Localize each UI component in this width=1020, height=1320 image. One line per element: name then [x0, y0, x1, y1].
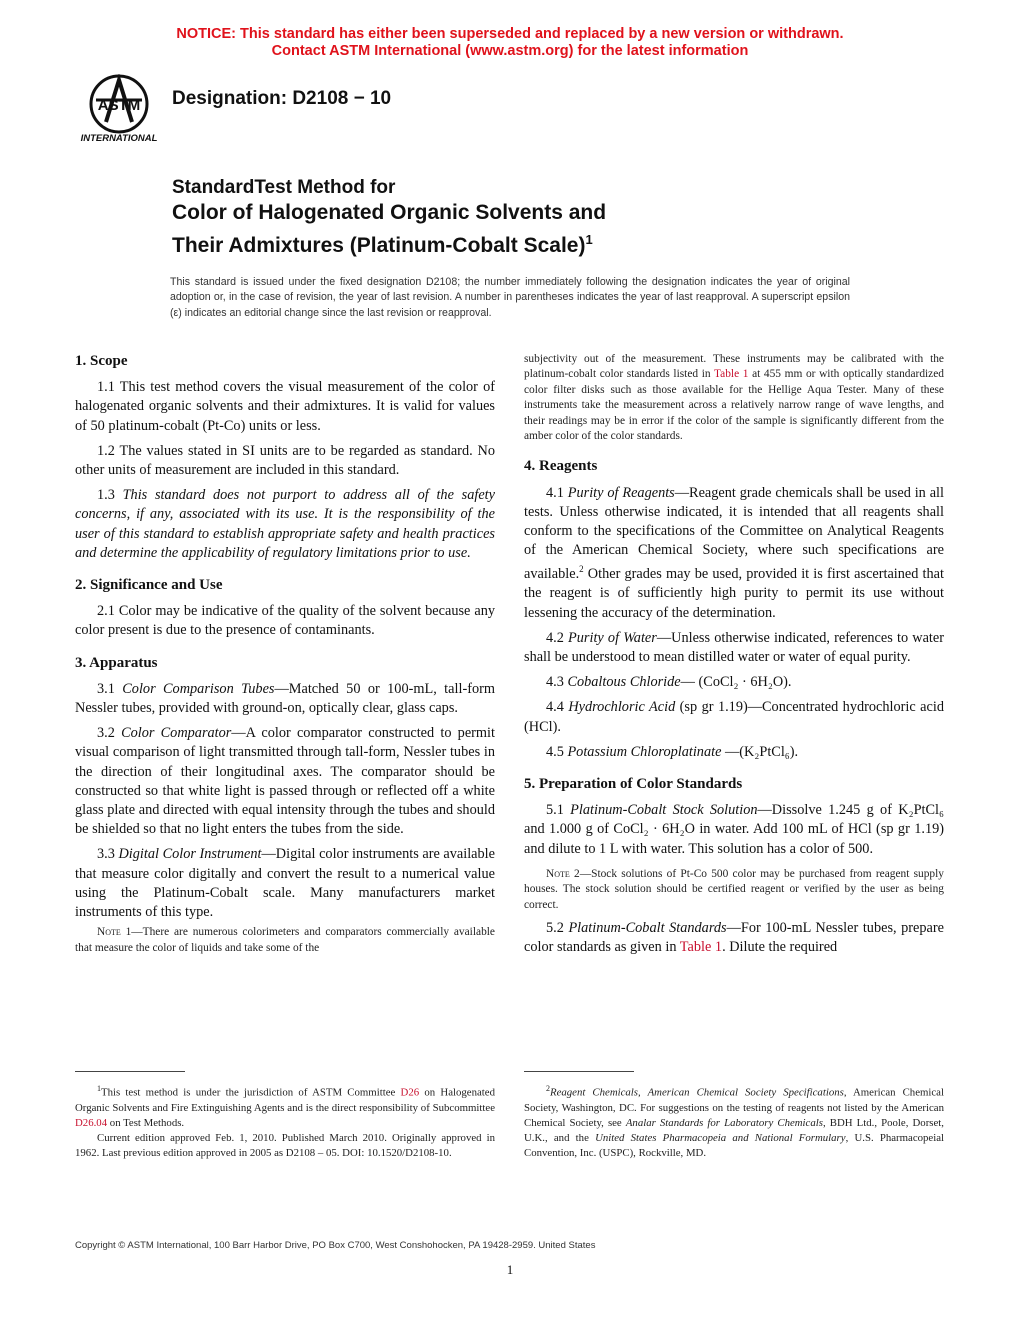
note-2 [524, 867, 944, 913]
title-line-3 [172, 226, 593, 259]
para-4-4-term: Hydrochloric Acid [568, 699, 676, 716]
section-5-heading: 5. Preparation of Color Standards [524, 776, 743, 793]
copyright-line: Copyright © ASTM International, 100 Barr Harbor Drive, PO Box C700, West Conshohocken, PA 19428-2959. United States [75, 1240, 596, 1251]
section-3-heading: 3. Apparatus [75, 654, 158, 671]
footnote-2-italic-3: United States Pharmacopeia and National Formulary [595, 1132, 846, 1145]
para-4-3 [524, 673, 944, 692]
note-1-continued [524, 352, 944, 444]
footnote-1-text-c: on Test Methods. [107, 1117, 185, 1129]
para-5-2-num: 5.2 [546, 920, 569, 937]
footnote-rule-right [524, 1071, 634, 1072]
para-4-4-text: (sp gr 1.19)—Concentrated hydrochloric acid (HCl). [524, 699, 944, 735]
para-4-4 [524, 698, 944, 736]
para-4-1-text-a: —Reagent grade chemicals shall be used in all tests. Unless otherwise indicated, it is intended that all reagents shall conform to the specifications of the Committee on Analytical Reagents of the American Chemical Society, where such specifications are available. [524, 484, 944, 583]
para-3-3-term: Digital Color Instrument [118, 846, 262, 863]
para-2-1: 2.1 Color may be indicative of the quality of the solvent because any color present is due to the presence of contaminants. [75, 603, 495, 639]
para-5-1-num: 5.1 [546, 802, 571, 819]
para-3-2-text: —A color comparator constructed to permit visual comparison of light transmitted through tall-form, Nessler tubes in the direction of their longitudinal axes. The comparator should be constructed so that white light is passed through or reflected off a white glass plate and directed with equal intensity through the tubes and should be shielded so that no light enters the tubes from the side. [75, 725, 495, 838]
para-3-2 [75, 724, 495, 839]
note-1-label: Note 1 [97, 926, 132, 939]
para-4-5-text: —(K₂PtCl₆). [721, 743, 799, 760]
title-line-1: StandardTest Method for [172, 177, 396, 198]
para-5-1-term: Platinum-Cobalt Stock Solution [570, 802, 758, 819]
footnote-1-text-b: on Halogenated Organic Solvents and Fire Extinguishing Agents and is the direct responsibility of Subcommittee [75, 1086, 495, 1114]
note-1-cont-b: at 455 mm or with optically standardized color filter disks such as those available for the Hellige Aqua Tester. Many of these instruments take the measurement across a relatively narrow range of wave lengths, and their readings may be in error if the color of the sample is significantly different from the amber color of the color standards. [524, 368, 944, 443]
para-5-1-text: —Dissolve 1.245 g of K₂PtCl₆ and 1.000 g of CoCl₂ · 6H₂O in water. Add 100 mL of HCl (sp gr 1.19) and dilute to 1 L with water. This solution has a color of 500. [524, 802, 944, 857]
footnote-1-mark: 1 [97, 1084, 101, 1093]
notice-line-2: Contact ASTM International (www.astm.org) for the latest information [271, 43, 749, 59]
footnote-1-text-a: This test method is under the jurisdiction of ASTM Committee [101, 1086, 401, 1099]
para-4-1-num: 4.1 [546, 484, 568, 501]
left-column [75, 352, 495, 956]
para-3-1 [75, 680, 495, 718]
para-4-2 [524, 629, 944, 667]
para-1-1: 1.1 This test method covers the visual measurement of the color of halogenated organic solvents and their admixtures. It is valid for values of 50 platinum-cobalt (Pt-Co) units or less. [75, 379, 495, 434]
para-4-2-num: 4.2 [546, 629, 569, 646]
para-5-2-text-b: . Dilute the required [722, 939, 838, 956]
astm-international-logo [76, 74, 162, 146]
para-4-3-term: Cobaltous Chloride [567, 674, 681, 691]
para-1-3-text: This standard does not purport to address all of the safety concerns, if any, associated with its use. It is the responsibility of the user of this standard to establish appropriate safety and health practices and determine the applicability of regulatory limitations prior to use. [75, 487, 495, 561]
footnote-2-text-a: , American Chemical Society, Washington, DC. For suggestions on the testing of reagents not listed by the American Chemical Society, see [524, 1086, 944, 1129]
para-3-1-text: —Matched 50 or 100-mL, tall-form Nessler tubes, provided with ground-on, optically clear, glass caps. [75, 680, 495, 717]
footnote-2-body [524, 1081, 944, 1162]
logo-mark-text: ASTM [97, 97, 141, 114]
para-3-1-term: Color Comparison Tubes [122, 680, 275, 697]
para-5-2-text-a: —For 100-mL Nessler tubes, prepare color standards as given in [524, 920, 944, 956]
para-4-5-term: Potassium Chloroplatinate [567, 743, 722, 760]
footnote-2-mark: 2 [546, 1084, 550, 1093]
title-footnote-mark: 1 [585, 232, 593, 247]
para-5-2 [524, 919, 944, 957]
para-3-3-num: 3.3 [97, 846, 119, 863]
footnote-2-text-b: , BDH Ltd., Poole, Dorset, U.K., and the [524, 1117, 944, 1145]
para-5-1 [524, 801, 944, 859]
issued-note: This standard is issued under the fixed designation D2108; the number immediately following the designation indicates the year of original adoption or, in the case of revision, the year of last revision. A number in parentheses indicates the year of last reapproval. A superscript epsilon (ε) indicates an editorial change since the last revision or reapproval. [170, 276, 850, 319]
astm-logo-icon [76, 74, 162, 146]
note-1 [75, 925, 495, 956]
para-4-5 [524, 743, 944, 762]
footnote-2 [524, 1081, 944, 1162]
note-1-cont-a: subjectivity out of the measurement. These instruments may be calibrated with the platinum-cobalt color standards listed in [524, 353, 944, 381]
para-4-3-text: — (CoCl₂ · 6H₂O). [680, 674, 792, 691]
footnote-2-italic-1: Reagent Chemicals, American Chemical Society Specifications [550, 1086, 844, 1099]
footnote-2-ref[interactable]: 2 [579, 564, 584, 575]
para-3-2-num: 3.2 [97, 725, 122, 742]
para-4-1-term: Purity of Reagents [567, 484, 675, 501]
para-4-4-num: 4.4 [546, 699, 569, 716]
title-line-3-text: Their Admixtures (Platinum-Cobalt Scale) [172, 234, 586, 257]
table-1-link[interactable]: Table 1 [714, 368, 749, 381]
para-1-3-num: 1.3 [97, 487, 123, 504]
section-4-heading: 4. Reagents [524, 458, 598, 475]
table-1-link-2[interactable]: Table 1 [679, 939, 723, 956]
para-4-1 [524, 484, 944, 623]
logo-word-text: INTERNATIONAL [80, 133, 158, 144]
footnote-2-text-c: , U.S. Pharmacopeial Convention, Inc. (USPC), Rockville, MD. [524, 1132, 945, 1160]
section-2-heading: 2. Significance and Use [75, 577, 223, 594]
notice-line-1: NOTICE: This standard has either been superseded and replaced by a new version or withdrawn. [176, 26, 844, 42]
para-5-2-term: Platinum-Cobalt Standards [568, 920, 727, 937]
para-3-3-text: —Digital color instruments are available that measure color digitally and convert the result to a numerical value using the Platinum-Cobalt scale. Many manufacturers market instruments of this type. [75, 846, 495, 921]
committee-d26-link[interactable]: D26 [400, 1086, 420, 1099]
para-4-2-term: Purity of Water [568, 629, 657, 646]
page-number: 1 [506, 1262, 514, 1277]
para-4-3-num: 4.3 [546, 674, 568, 691]
para-3-1-num: 3.1 [97, 680, 123, 697]
footnote-1-body [75, 1081, 495, 1131]
footnote-2-italic-2: Analar Standards for Laboratory Chemicals [625, 1117, 823, 1129]
para-1-3 [75, 486, 495, 563]
footnote-1-edition: Current edition approved Feb. 1, 2010. Published March 2010. Originally approved in 1962. Last previous edition approved in 2005 as D2108 – 05. DOI: 10.1520/D2108-10. [75, 1132, 495, 1160]
title-line-2: Color of Halogenated Organic Solvents and [172, 201, 607, 224]
footnote-1 [75, 1081, 495, 1162]
para-4-5-num: 4.5 [546, 743, 568, 760]
section-1-heading: 1. Scope [75, 353, 128, 369]
para-3-3 [75, 845, 495, 922]
para-3-2-term: Color Comparator [121, 725, 232, 742]
para-4-1-text-b: Other grades may be used, provided it is first ascertained that the reagent is of sufficiently high purity to permit its use without lessening the accuracy of the determination. [524, 566, 944, 621]
para-4-2-text: —Unless otherwise indicated, references to water shall be understood to mean distilled water or water of equal purity. [524, 629, 944, 666]
note-1-text: —There are numerous colorimeters and comparators commercially available that measure the color of liquids and take some of the [75, 926, 495, 954]
right-column [524, 352, 944, 957]
footnote-rule-left [75, 1071, 185, 1072]
designation: Designation: D2108 − 10 [172, 88, 392, 109]
subcommittee-d26-04-link[interactable]: D26.04 [75, 1117, 108, 1129]
note-2-text: —Stock solutions of Pt-Co 500 color may be purchased from reagent supply houses. The stock solution should be certified reagent or verified by the user as being correct. [524, 867, 944, 911]
note-2-label: Note 2 [546, 867, 580, 880]
para-1-2: 1.2 The values stated in SI units are to be regarded as standard. No other units of measurement are included in this standard. [75, 442, 495, 479]
